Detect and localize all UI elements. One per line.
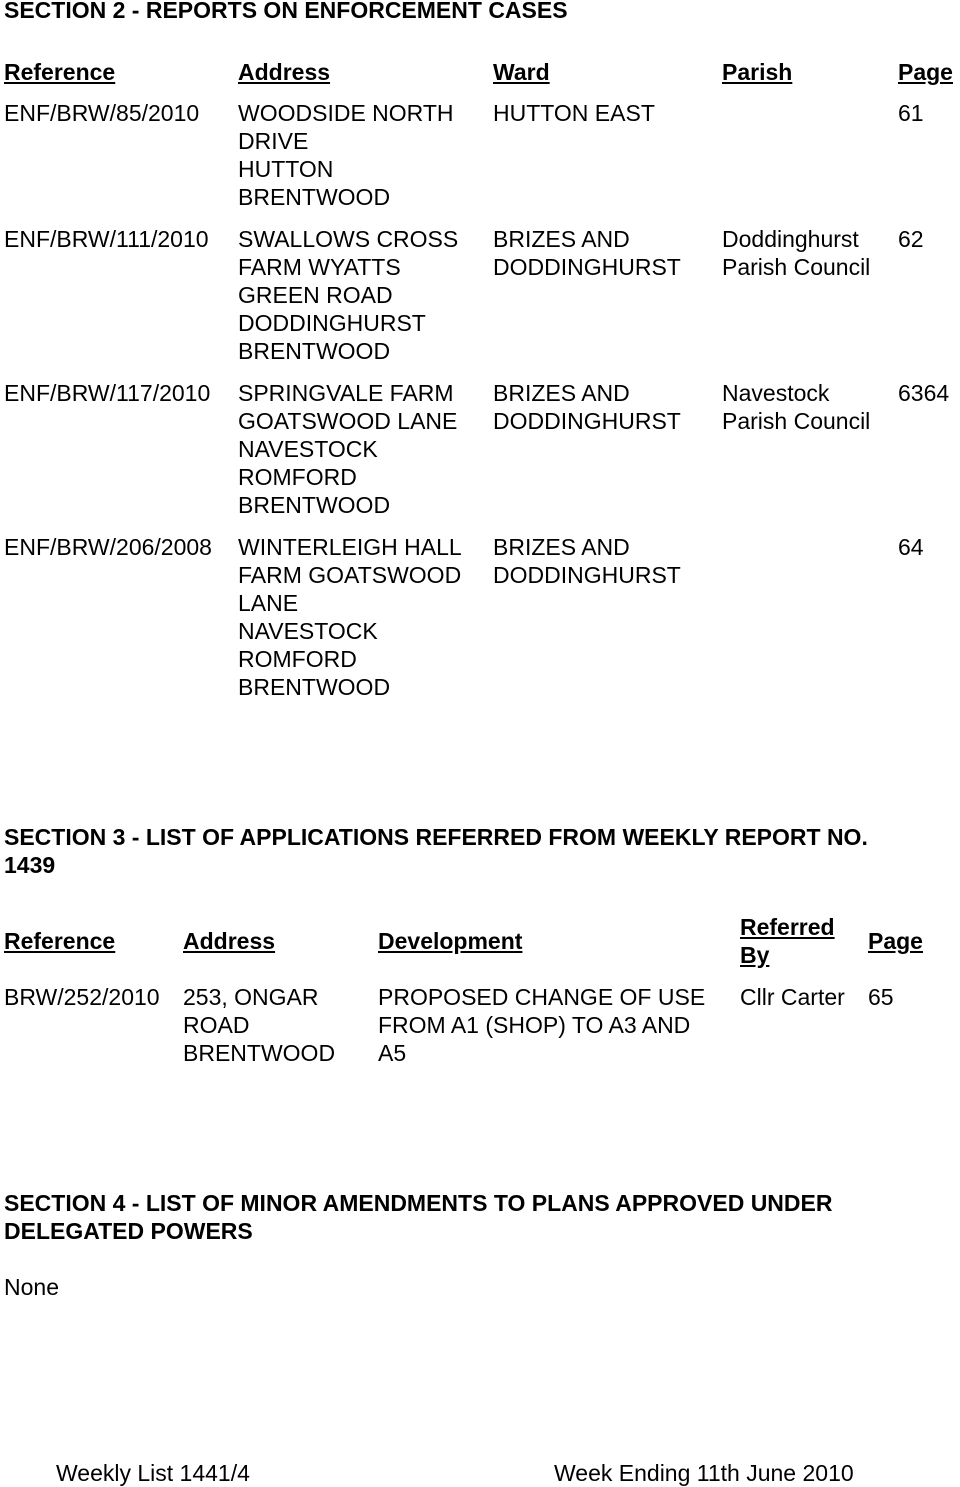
s3-header-page: Page [868,928,923,954]
row-reference-text: ENF/BRW/111/2010 [4,226,209,252]
row-address-line: NAVESTOCK [238,436,378,462]
header-reference: Reference [4,59,116,85]
row-reference [4,225,209,253]
row-address [238,99,454,211]
row-parish-line: Doddinghurst [722,226,859,252]
row-reference-text: ENF/BRW/117/2010 [4,380,211,406]
row-parish [722,379,870,435]
row-address-line: BRENTWOOD [238,674,391,700]
row-address-line: HUTTON [238,156,334,182]
row-address [238,225,458,365]
s3-header-address: Address [183,928,276,954]
row-parish-line: Parish Council [722,254,871,280]
row-ward-line: DODDINGHURST [493,408,681,434]
row-address-line: LANE [238,590,299,616]
row-ward-line: BRIZES AND [493,380,630,406]
row-reference [4,533,212,561]
section-4-title-line1: SECTION 4 - LIST OF MINOR AMENDMENTS TO PLANS APPROVED UNDER [4,1190,833,1216]
s3-row-reference: BRW/252/2010 [4,984,160,1010]
s3-address-line: BRENTWOOD [183,1040,336,1066]
row-parish-line: Parish Council [722,408,871,434]
section-4-title-line2: DELEGATED POWERS [4,1218,253,1244]
row-address-line: FARM GOATSWOOD [238,562,462,588]
row-address-line: WINTERLEIGH HALL [238,534,462,560]
row-address-line: SWALLOWS CROSS [238,226,459,252]
section-4-title [4,1189,832,1245]
s3-address-line: 253, ONGAR [183,984,319,1010]
row-ward-line: DODDINGHURST [493,562,681,588]
s3-row-page: 65 [868,984,894,1010]
row-address-line: BRENTWOOD [238,492,391,518]
row-reference-text: ENF/BRW/206/2008 [4,534,212,560]
row-address-line: GOATSWOOD LANE [238,408,458,434]
row-address-line: BRENTWOOD [238,184,391,210]
s3-row-referred-by: Cllr Carter [740,984,845,1010]
footer-weekly-list: Weekly List 1441/4 [56,1460,250,1486]
header-parish: Parish [722,59,793,85]
row-address-line: BRENTWOOD [238,338,391,364]
row-page [898,379,949,407]
row-ward-line: DODDINGHURST [493,254,681,280]
row-page-text: 62 [898,226,924,252]
row-ward-line: BRIZES AND [493,226,630,252]
row-address-line: NAVESTOCK [238,618,378,644]
row-parish [722,225,870,281]
row-ward [493,225,681,281]
row-address-line: GREEN ROAD [238,282,393,308]
s3-development-line: A5 [378,1040,407,1066]
row-address-line: WOODSIDE NORTH [238,100,454,126]
header-ward: Ward [493,59,550,85]
row-page [898,533,924,561]
s3-header-development: Development [378,928,523,954]
section-3-title [4,823,868,879]
s3-development-line: PROPOSED CHANGE OF USE [378,984,706,1010]
row-page-text: 64 [898,534,924,560]
row-address-line: ROMFORD [238,464,357,490]
row-reference-text: ENF/BRW/85/2010 [4,100,200,126]
row-address-line: DODDINGHURST [238,310,426,336]
section-3-title-line2: 1439 [4,852,56,878]
row-address-line: FARM WYATTS [238,254,401,280]
section-3-title-line1: SECTION 3 - LIST OF APPLICATIONS REFERRED FROM WEEKLY REPORT NO. [4,824,868,850]
row-ward [493,379,681,435]
s3-row-address [183,983,335,1067]
row-address-line: ROMFORD [238,646,357,672]
row-reference [4,379,210,407]
row-parish-line: Navestock [722,380,830,406]
section-2-title: SECTION 2 - REPORTS ON ENFORCEMENT CASES [4,0,568,23]
s3-header-referred-line2: By [740,942,770,968]
row-page-text: 6364 [898,380,950,406]
row-address [238,533,462,701]
s3-header-reference: Reference [4,928,116,954]
s3-header-referred-line1: Referred [740,914,835,940]
row-reference [4,99,199,127]
section-4-body: None [4,1274,59,1300]
row-address-line: DRIVE [238,128,309,154]
row-address [238,379,457,519]
row-ward-line: HUTTON EAST [493,100,655,126]
row-ward-line: BRIZES AND [493,534,630,560]
s3-header-referred-by [740,913,835,969]
header-address: Address [238,59,331,85]
header-page: Page [898,59,953,85]
row-address-line: SPRINGVALE FARM [238,380,454,406]
s3-row-development [378,983,705,1067]
row-ward [493,99,655,127]
row-page [898,99,924,127]
row-page [898,225,924,253]
row-ward [493,533,681,589]
s3-address-line: ROAD [183,1012,250,1038]
s3-development-line: FROM A1 (SHOP) TO A3 AND [378,1012,691,1038]
footer-week-ending: Week Ending 11th June 2010 [554,1460,854,1486]
row-page-text: 61 [898,100,924,126]
